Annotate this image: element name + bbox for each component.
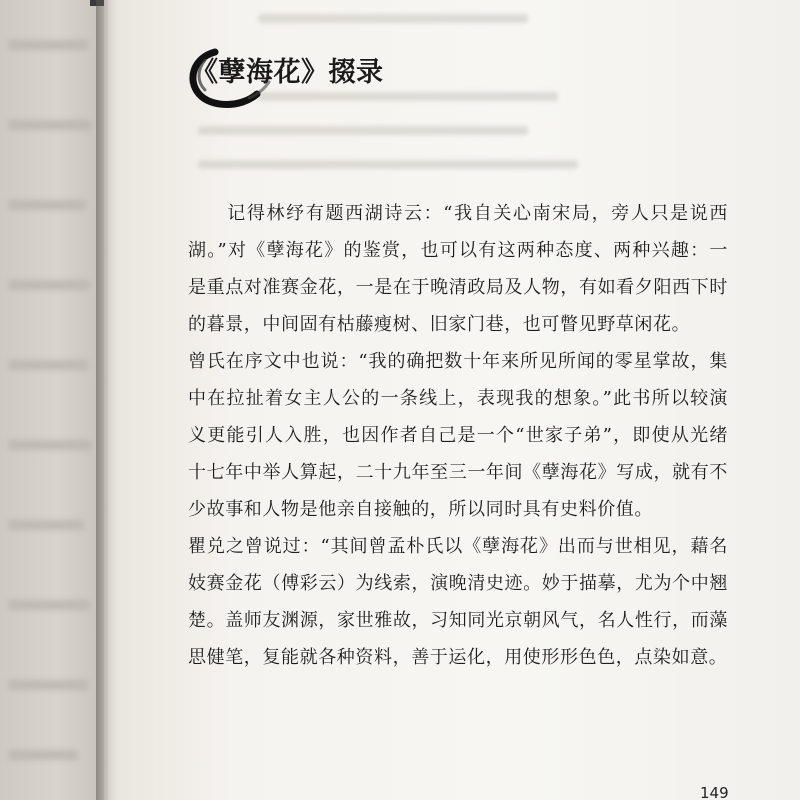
body-text (188, 195, 728, 676)
paragraph: 瞿兑之曾说过：“其间曾孟朴氏以《孽海花》出而与世相见，藉名妓赛金花（傅彩云）为线索，演晚清史迹。妙于描摹，尤为个中翘楚。盖师友渊源，家世雅故，习知同光京朝风气，名人性行，而藻思健笔，复能就各种资料，善于运化，用使形形色色，点染如意。 (188, 536, 728, 668)
bleed-through-text (198, 160, 578, 169)
left-page-blurred-text (8, 680, 88, 690)
paragraph: 曾氏在序文中也说：“我的确把数十年来所见所闻的零星掌故，集中在拉扯着女主人公的一条线上，表现我的想象。”此书所以较演义更能引人入胜，也因作者自己是一个“世家子弟”，即使从光绪十七年中举人算起，二十九年至三一年间《孽海花》写成，就有不少故事和人物是他亲自接触的，所以同时具有史料价值。 (188, 351, 728, 520)
left-page-blurred-text (8, 520, 84, 530)
book-gutter-shadow (96, 0, 118, 800)
bleed-through-text (258, 14, 528, 23)
left-page (0, 0, 104, 800)
left-page-blurred-text (8, 360, 88, 370)
paragraph: 记得林纾有题西湖诗云：“我自关心南宋局，旁人只是说西湖。”对《孽海花》的鉴赏，也可以有这两种态度、两种兴趣：一是重点对准赛金花，一是在于晚清政局及人物，有如看夕阳西下时的暮景，中间固有枯藤瘦树、旧家门巷，也可瞥见野草闲花。 (188, 203, 728, 335)
left-page-blurred-text (8, 600, 90, 610)
left-page-blurred-text (8, 440, 92, 450)
page-title: 《孽海花》掇录 (191, 57, 384, 88)
left-page-blurred-text (8, 40, 88, 50)
chapter-heading (185, 42, 385, 112)
bleed-through-text (198, 126, 528, 135)
left-page-blurred-text (8, 280, 90, 290)
left-page-blurred-text (8, 200, 86, 210)
left-page-blurred-text (8, 750, 78, 760)
page-number: 149 (700, 784, 729, 800)
left-page-blurred-text (8, 120, 92, 130)
